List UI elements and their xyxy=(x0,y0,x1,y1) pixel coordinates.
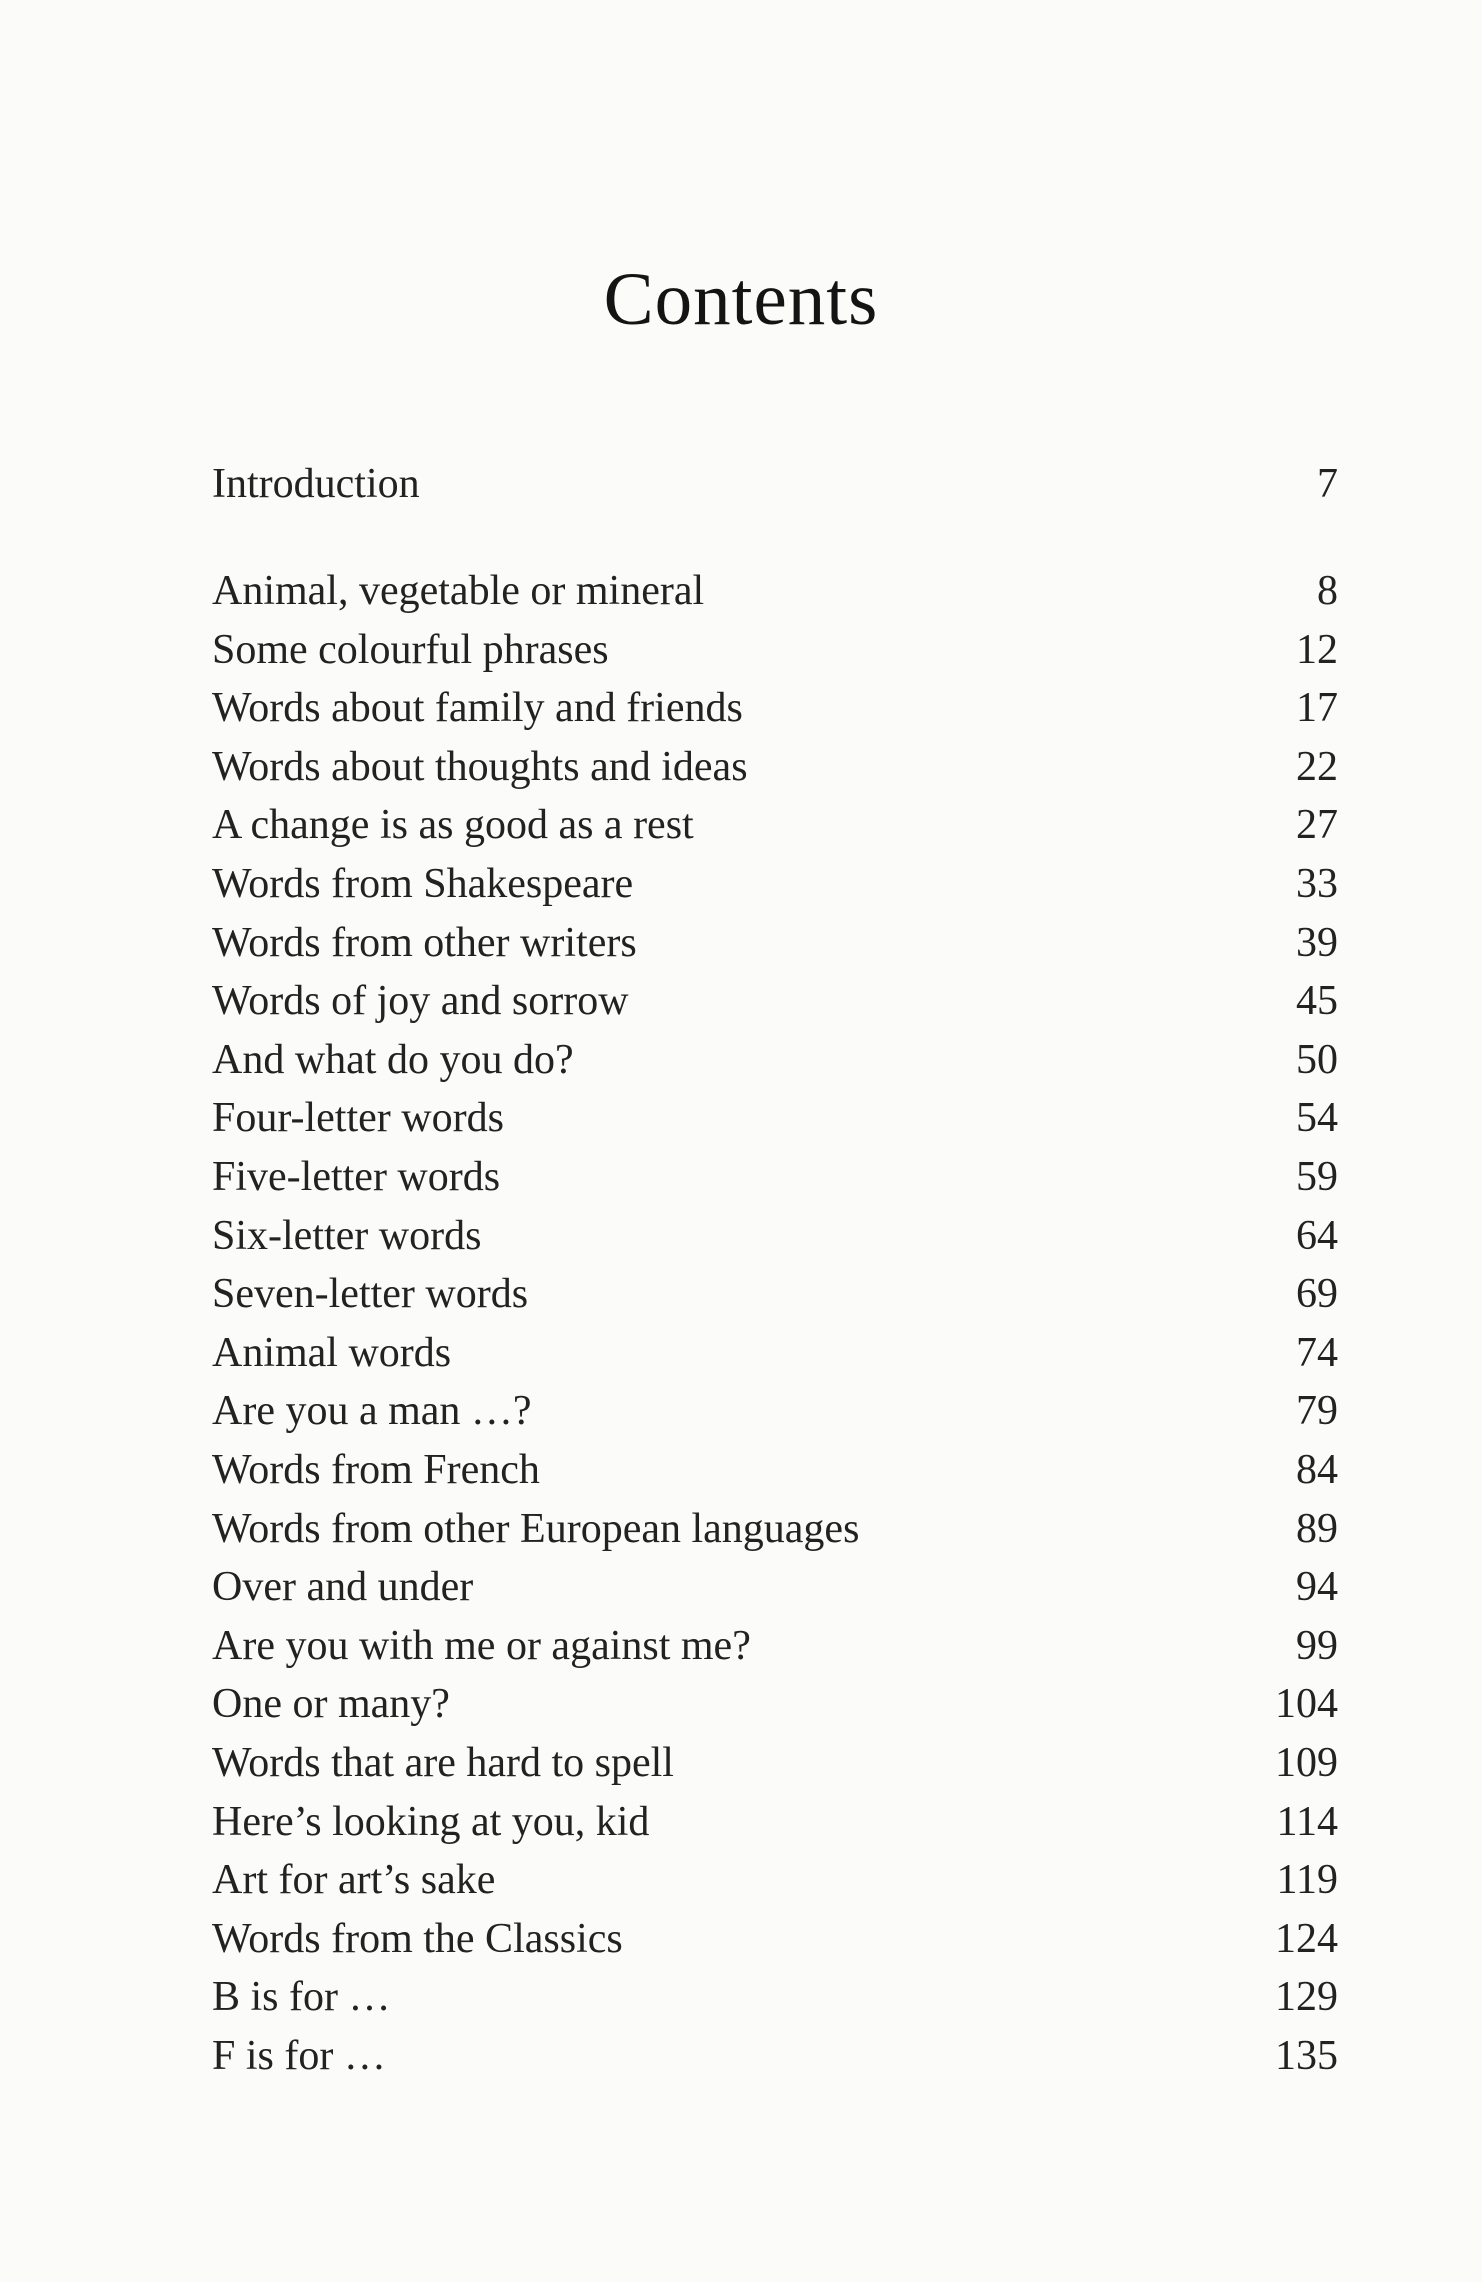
toc-entry-label: Words from French xyxy=(212,1447,540,1493)
toc-entry-page-number: 27 xyxy=(1296,802,1338,849)
toc-entry xyxy=(212,679,1338,737)
toc-entry-label: Words from Shakespeare xyxy=(212,861,634,907)
toc-entry xyxy=(212,621,1338,679)
toc-entry-page-number: 119 xyxy=(1276,1857,1338,1904)
toc-entry xyxy=(212,1265,1338,1323)
toc-entry-label: F is for … xyxy=(212,2033,386,2079)
toc-entry-page-number: 104 xyxy=(1275,1681,1338,1728)
toc-entry-label: Words about thoughts and ideas xyxy=(212,743,748,790)
toc-entry xyxy=(212,1910,1338,1968)
toc-entry xyxy=(212,1793,1338,1851)
toc-entry-label: Over and under xyxy=(212,1564,474,1611)
toc-entry xyxy=(212,738,1338,796)
toc-entry-label: Here’s looking at you, kid xyxy=(212,1798,650,1845)
toc-entry-page-number: 12 xyxy=(1296,626,1338,673)
toc-entry xyxy=(212,1031,1338,1089)
toc-entry-label: Words of joy and sorrow xyxy=(212,978,629,1025)
toc-entry-page-number: 109 xyxy=(1275,1740,1338,1786)
toc-entry-page-number: 45 xyxy=(1296,978,1338,1025)
toc-entry-page-number: 79 xyxy=(1296,1388,1338,1435)
toc-entry-label: Words from other writers xyxy=(212,919,637,966)
toc-entry-page-number: 64 xyxy=(1296,1212,1338,1259)
toc-entry-label: Seven-letter words xyxy=(212,1271,529,1318)
toc-entry xyxy=(212,1324,1338,1382)
toc-entry xyxy=(212,1734,1338,1792)
toc-entry xyxy=(212,1500,1338,1558)
toc-entry-label: Words from other European languages xyxy=(212,1505,860,1552)
toc-entry-page-number: 89 xyxy=(1296,1505,1338,1552)
toc-entry xyxy=(212,2027,1338,2085)
toc-entry-label: Animal words xyxy=(212,1329,452,1376)
toc-entry-label: Four-letter words xyxy=(212,1095,504,1142)
toc-entry-page-number: 39 xyxy=(1296,919,1338,966)
toc-entry-label: Animal, vegetable or mineral xyxy=(212,568,705,614)
toc-entry xyxy=(212,796,1338,854)
toc-entry-page-number: 50 xyxy=(1296,1036,1338,1083)
toc-entry-page-number: 135 xyxy=(1275,2033,1338,2079)
toc-entry-page-number: 7 xyxy=(1317,461,1338,507)
toc-entry-label: Are you a man …? xyxy=(212,1388,532,1435)
toc-entry-label: Five-letter words xyxy=(212,1154,501,1200)
toc-entry-page-number: 124 xyxy=(1275,1915,1338,1962)
toc-entry xyxy=(212,1089,1338,1147)
toc-entry xyxy=(212,914,1338,972)
toc-entry-label: Six-letter words xyxy=(212,1212,482,1259)
toc-entry xyxy=(212,1382,1338,1440)
toc-entry-label: B is for … xyxy=(212,1974,391,2021)
toc-entry xyxy=(212,1558,1338,1616)
toc-entry-page-number: 59 xyxy=(1296,1154,1338,1200)
toc-entry xyxy=(212,562,1338,620)
toc-entry xyxy=(212,972,1338,1030)
toc-entry-page-number: 17 xyxy=(1296,685,1338,732)
toc-entry-label: Words about family and friends xyxy=(212,685,743,732)
toc-entry-label: Words that are hard to spell xyxy=(212,1740,674,1786)
toc-entry xyxy=(212,1207,1338,1265)
toc-entry xyxy=(212,1148,1338,1206)
toc-entry xyxy=(212,1441,1338,1499)
toc-entry-page-number: 54 xyxy=(1296,1095,1338,1142)
toc-entry-label: Art for art’s sake xyxy=(212,1857,496,1904)
toc-entry xyxy=(212,855,1338,913)
page-title: Contents xyxy=(603,258,879,341)
toc-entry-page-number: 129 xyxy=(1275,1974,1338,2021)
toc-entry-page-number: 94 xyxy=(1296,1564,1338,1611)
toc-entry-page-number: 33 xyxy=(1296,861,1338,907)
toc-entry-label: Introduction xyxy=(212,461,420,507)
toc-entry-page-number: 84 xyxy=(1296,1447,1338,1493)
toc-entry-page-number: 114 xyxy=(1276,1798,1338,1845)
toc-entry-label: Words from the Classics xyxy=(212,1915,623,1962)
toc-entry-page-number: 74 xyxy=(1296,1329,1338,1376)
toc-entry-page-number: 8 xyxy=(1317,568,1338,614)
toc-entry xyxy=(212,1851,1338,1909)
toc-entry-label: Are you with me or against me? xyxy=(212,1622,751,1669)
toc-entry-page-number: 69 xyxy=(1296,1271,1338,1318)
toc-entry-label: One or many? xyxy=(212,1681,450,1728)
toc-entry-introduction xyxy=(212,455,1338,513)
toc-entry-label: And what do you do? xyxy=(212,1036,574,1083)
toc-entry-page-number: 99 xyxy=(1296,1622,1338,1669)
toc-entry-label: Some colourful phrases xyxy=(212,626,609,673)
toc-entry-label: A change is as good as a rest xyxy=(212,802,694,849)
toc-entry-page-number: 22 xyxy=(1296,743,1338,790)
toc-entry xyxy=(212,1675,1338,1733)
toc-entry xyxy=(212,1968,1338,2026)
toc-entry xyxy=(212,1617,1338,1675)
